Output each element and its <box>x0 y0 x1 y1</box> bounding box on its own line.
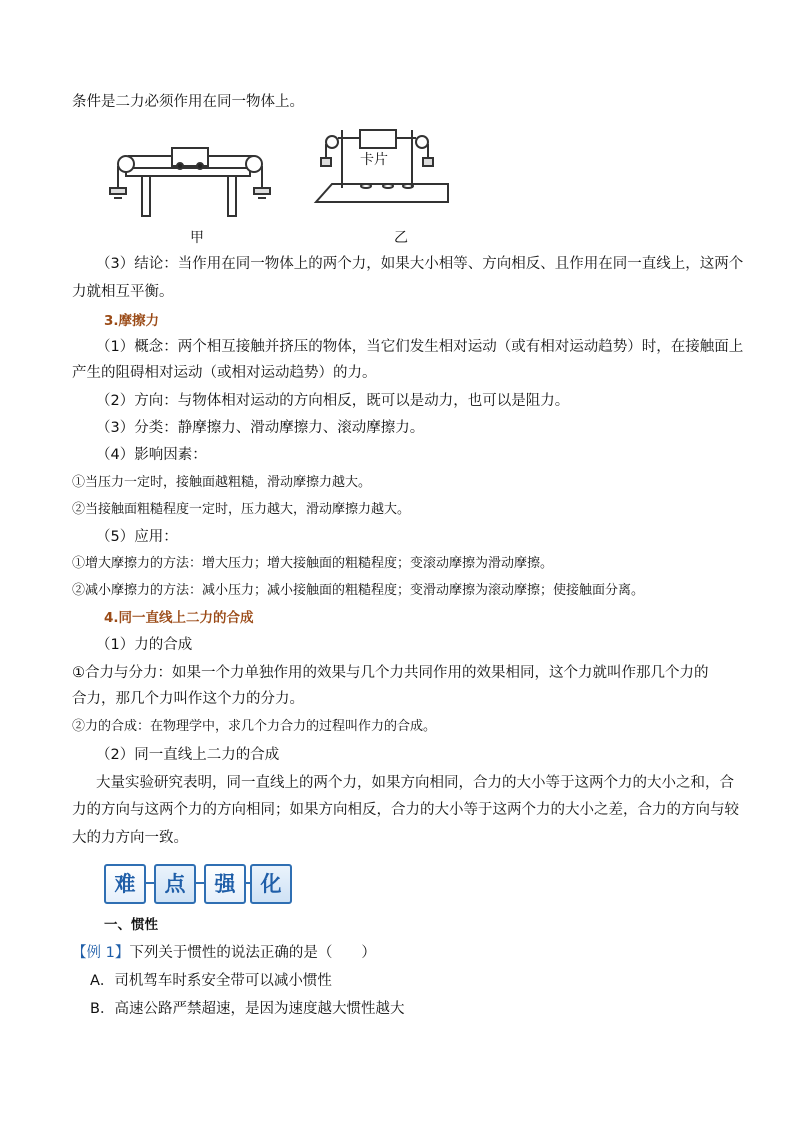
text-line: 大的力方向一致。 <box>72 830 188 846</box>
figure-caption-jia: 甲 <box>190 230 204 246</box>
text-line: （5）应用： <box>96 529 178 545</box>
apparatus-figure-yi <box>312 124 454 208</box>
text-line: ①当压力一定时，接触面越粗糙，滑动摩擦力越大。 <box>72 475 372 490</box>
text-line: ②力的合成：在物理学中，求几个力合力的过程叫作力的合成。 <box>72 719 437 734</box>
text-line: ②减小摩擦力的方法：减小压力；减小接触面的粗糙程度；变滑动摩擦为滚动摩擦；使接触面分离。 <box>72 583 645 598</box>
text-line: ①合力与分力：如果一个力单独作用的效果与几个力共同作用的效果相同，这个力就叫作那几个力的 <box>72 665 709 681</box>
section-heading: 3.摩擦力 <box>104 313 160 329</box>
example-label: 【例 1】 <box>72 945 130 961</box>
option-a: A．司机驾车时系安全带可以减小惯性 <box>90 973 332 989</box>
example-text: 下列关于惯性的说法正确的是（ ） <box>129 945 376 961</box>
text-line: 产生的阻碍相对运动（或相对运动趋势）的力。 <box>72 365 377 381</box>
section-banner <box>104 860 290 904</box>
text-line: （2）方向：与物体相对运动的方向相反，既可以是动力，也可以是阻力。 <box>96 393 570 409</box>
text-line: ②当接触面粗糙程度一定时，压力越大，滑动摩擦力越大。 <box>72 502 411 517</box>
text-line: ①增大摩擦力的方法：增大压力；增大接触面的粗糙程度；变滚动摩擦为滑动摩擦。 <box>72 556 554 571</box>
option-b: B．高速公路严禁超速，是因为速度越大惯性越大 <box>90 1001 405 1017</box>
text-line: 力的方向与这两个力的方向相同；如果方向相反，合力的大小等于这两个力的大小之差，合力的方向与较 <box>72 802 739 818</box>
text-line: （1）概念：两个相互接触并挤压的物体，当它们发生相对运动（或有相对运动趋势）时，在接触面上 <box>96 339 744 355</box>
text-line: 合力，那几个力叫作这个力的分力。 <box>72 691 304 707</box>
banner-char: 难 <box>104 864 146 904</box>
figure-caption-yi: 乙 <box>394 230 408 246</box>
text-line: 力就相互平衡。 <box>72 284 174 300</box>
card-label: 卡片 <box>360 152 388 168</box>
example-question <box>72 943 376 963</box>
banner-char: 点 <box>154 864 196 904</box>
text-line: 条件是二力必须作用在同一物体上。 <box>72 94 304 110</box>
text-line: （3）结论：当作用在同一物体上的两个力，如果大小相等、方向相反、且作用在同一直线上，这两个 <box>96 256 744 272</box>
text-line: （1）力的合成 <box>96 637 193 653</box>
text-line: （2）同一直线上二力的合成 <box>96 747 280 763</box>
text-line: （4）影响因素： <box>96 447 207 463</box>
banner-char: 化 <box>250 864 292 904</box>
subsection-heading: 一、惯性 <box>104 917 158 933</box>
text-line: 大量实验研究表明，同一直线上的两个力，如果方向相同，合力的大小等于这两个力的大小之和，合 <box>96 775 734 791</box>
apparatus-figure-jia <box>100 138 280 222</box>
section-heading: 4.同一直线上二力的合成 <box>104 610 254 626</box>
text-line: （3）分类：静摩擦力、滑动摩擦力、滚动摩擦力。 <box>96 420 425 436</box>
banner-char: 强 <box>204 864 246 904</box>
